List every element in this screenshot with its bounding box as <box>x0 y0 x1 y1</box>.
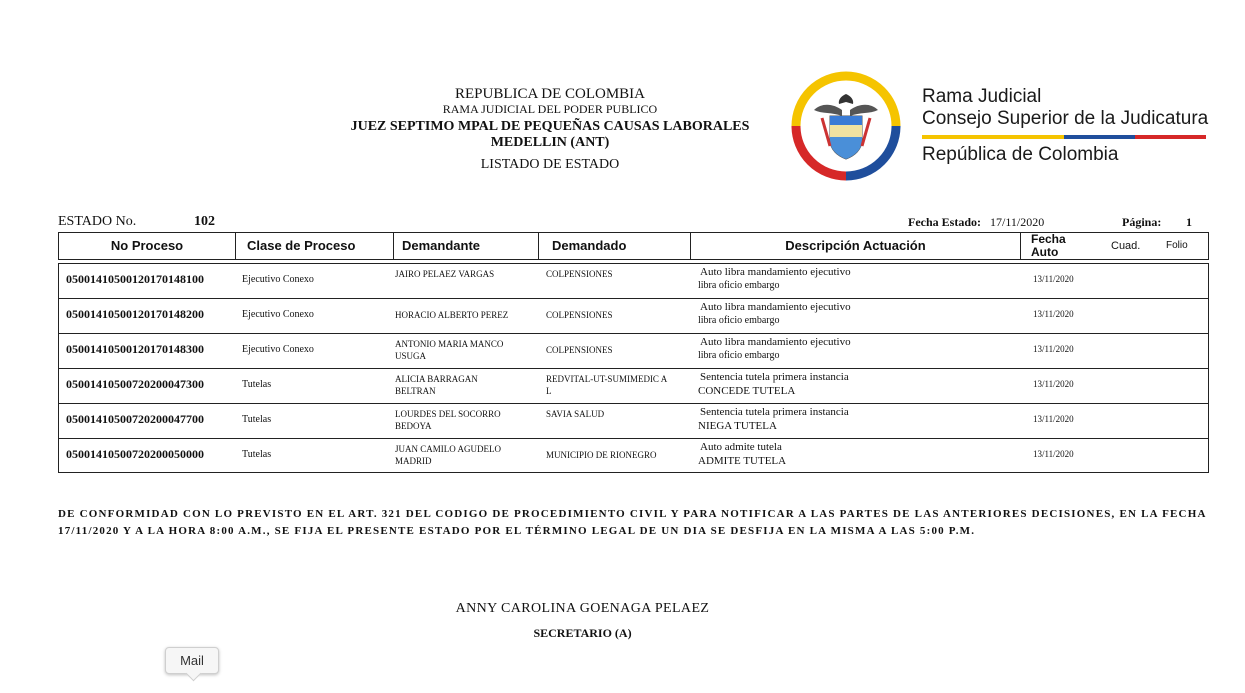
row-demandante: ALICIA BARRAGAN BELTRAN <box>395 374 478 396</box>
logo-republica: República de Colombia <box>922 144 1119 165</box>
table-row <box>59 334 1208 369</box>
row-proceso: 05001410500720200047700 <box>66 412 204 426</box>
row-fecha: 13/11/2020 <box>1033 449 1074 459</box>
row-demandante: JAIRO PELAEZ VARGAS <box>395 269 495 279</box>
row-descripcion-detalle: ADMITE TUTELA <box>698 455 787 467</box>
row-fecha: 13/11/2020 <box>1033 344 1074 354</box>
pagina-number: 1 <box>1186 215 1192 229</box>
estado-label: ESTADO No. <box>58 214 137 229</box>
row-descripcion-detalle: libra oficio embargo <box>698 350 780 361</box>
row-proceso: 05001410500120170148200 <box>66 307 204 321</box>
row-demandado: MUNICIPIO DE RIONEGRO <box>546 450 657 460</box>
col-demandante: Demandante <box>394 233 539 259</box>
col-cuad: Cuad. <box>1111 240 1141 252</box>
row-demandado: REDVITAL-UT-SUMIMEDIC AL <box>546 374 668 396</box>
row-descripcion-detalle: CONCEDE TUTELA <box>698 385 796 397</box>
row-descripcion: Sentencia tutela primera instancia <box>700 371 849 383</box>
row-descripcion: Auto admite tutela <box>700 441 782 453</box>
col-folio: Folio <box>1166 240 1188 251</box>
row-demandante: JUAN CAMILO AGUDELO MADRID <box>395 444 501 466</box>
shield-icon <box>830 116 862 159</box>
row-clase: Ejecutivo Conexo <box>242 344 314 355</box>
row-descripcion: Auto libra mandamiento ejecutivo <box>700 266 851 278</box>
logo-consejo: Consejo Superior de la Judicatura <box>922 108 1209 129</box>
row-demandante: LOURDES DEL SOCORRO BEDOYA <box>395 409 501 431</box>
row-fecha: 13/11/2020 <box>1033 274 1074 284</box>
row-demandado: COLPENSIONES <box>546 310 613 320</box>
row-proceso: 05001410500720200050000 <box>66 447 204 461</box>
row-fecha: 13/11/2020 <box>1033 309 1074 319</box>
header-juez: JUEZ SEPTIMO MPAL DE PEQUEÑAS CAUSAS LABORALES <box>350 119 750 134</box>
row-demandante: ANTONIO MARIA MANCO USUGA <box>395 339 504 361</box>
pagina-label: Página: <box>1122 215 1162 229</box>
row-descripcion-detalle: NIEGA TUTELA <box>698 420 777 432</box>
row-descripcion-detalle: libra oficio embargo <box>698 280 780 291</box>
signer-role: SECRETARIO (A) <box>533 626 632 640</box>
row-clase: Tutelas <box>242 449 272 460</box>
col-fecha-auto: Fecha Auto <box>1031 232 1066 259</box>
row-descripcion: Auto libra mandamiento ejecutivo <box>700 301 851 313</box>
row-descripcion: Sentencia tutela primera instancia <box>700 406 849 418</box>
table-row <box>59 264 1208 299</box>
fecha-estado-value: 17/11/2020 <box>990 215 1045 229</box>
fecha-estado-label: Fecha Estado: <box>908 215 981 229</box>
table-row <box>59 299 1208 334</box>
header-ciudad: MEDELLIN (ANT) <box>490 135 610 150</box>
row-clase: Tutelas <box>242 414 272 425</box>
table-header <box>58 232 1209 260</box>
row-fecha: 13/11/2020 <box>1033 379 1074 389</box>
eagle-icon <box>814 94 878 116</box>
table-row <box>59 404 1208 439</box>
logo-rama-judicial: Rama Judicial <box>922 86 1042 107</box>
row-clase: Tutelas <box>242 379 272 390</box>
tricolor-bar <box>922 135 1206 139</box>
mail-tooltip: Mail <box>165 647 219 674</box>
fecha-estado <box>908 215 1044 230</box>
header-rama: RAMA JUDICIAL DEL PODER PUBLICO <box>442 102 658 116</box>
col-demandado: Demandado <box>539 233 691 259</box>
row-proceso: 05001410500120170148300 <box>66 342 204 356</box>
row-clase: Ejecutivo Conexo <box>242 274 314 285</box>
row-proceso: 05001410500720200047300 <box>66 377 204 391</box>
col-descripcion: Descripción Actuación <box>691 233 1021 259</box>
header-republica: REPUBLICA DE COLOMBIA <box>454 86 645 102</box>
table-row <box>59 439 1208 474</box>
header-listado: LISTADO DE ESTADO <box>480 157 620 172</box>
legal-notice: DE CONFORMIDAD CON LO PREVISTO EN EL ART. 321 DEL CODIGO DE PROCEDIMIENTO CIVIL Y PARA NOTIFICAR A LAS PARTES DE LAS ANTERIORES DECISIONES, EN LA FECHA 17/11/2020 Y A LA HORA 8:00 A.M., SE FIJA EL PRESENTE ESTADO POR EL TÉRMINO LEGAL DE UN DIA SE DESFIJA EN LA MISMA A LAS 5:00 P.M. <box>58 508 1206 537</box>
row-demandado: COLPENSIONES <box>546 269 613 279</box>
row-descripcion-detalle: libra oficio embargo <box>698 315 780 326</box>
table-body <box>58 263 1209 473</box>
row-demandado: COLPENSIONES <box>546 345 613 355</box>
row-clase: Ejecutivo Conexo <box>242 309 314 320</box>
row-demandante: HORACIO ALBERTO PEREZ <box>395 310 509 320</box>
row-proceso: 05001410500120170148100 <box>66 272 204 286</box>
row-descripcion: Auto libra mandamiento ejecutivo <box>700 336 851 348</box>
table-row <box>59 369 1208 404</box>
estado-number: 102 <box>194 214 215 229</box>
coat-of-arms-seal <box>786 66 906 186</box>
row-demandado: SAVIA SALUD <box>546 409 605 419</box>
col-clase: Clase de Proceso <box>236 233 394 259</box>
col-proceso: No Proceso <box>59 233 236 259</box>
signer-name: ANNY CAROLINA GOENAGA PELAEZ <box>455 601 710 616</box>
row-fecha: 13/11/2020 <box>1033 414 1074 424</box>
